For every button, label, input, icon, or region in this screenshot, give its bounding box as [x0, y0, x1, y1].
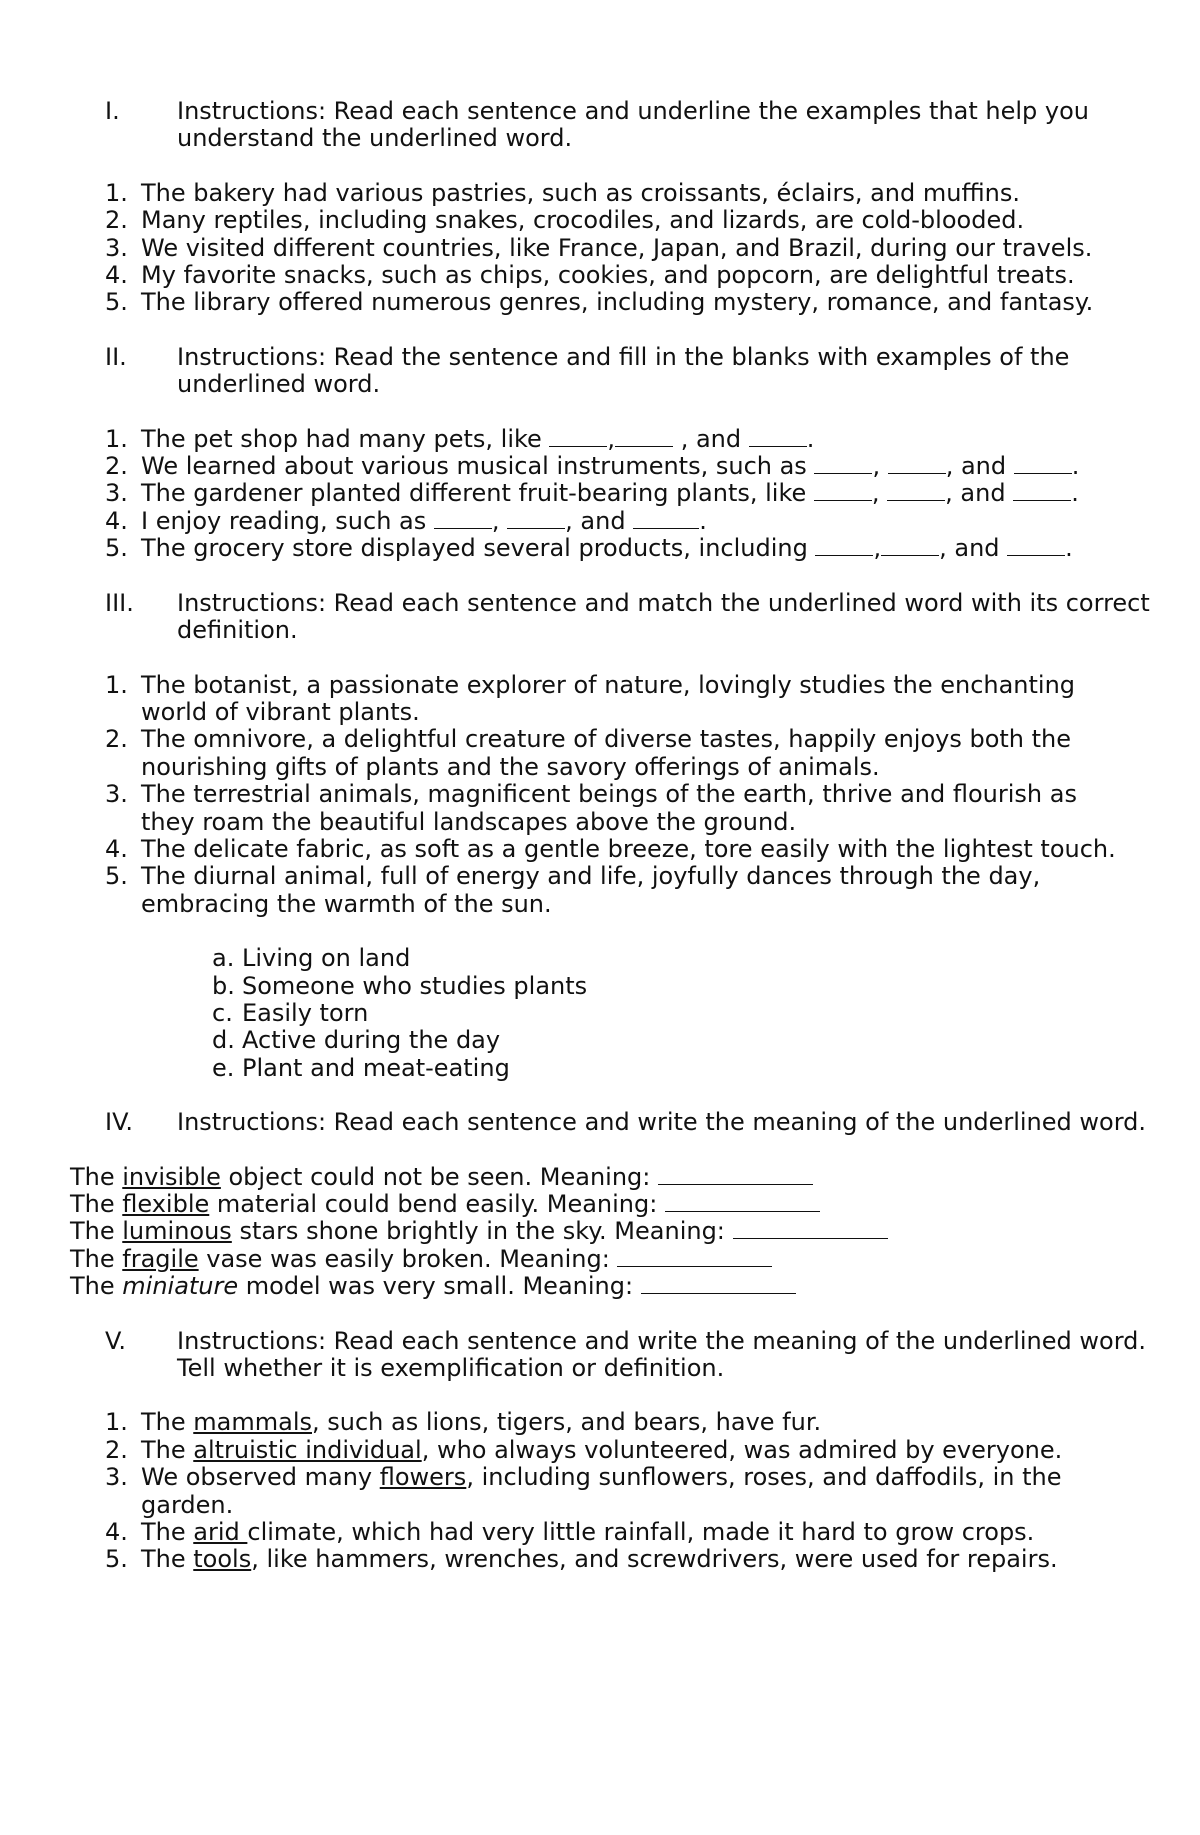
answer-blank[interactable]: [507, 508, 565, 529]
section-1-list: [105, 180, 1135, 317]
list-item: 2. Many reptiles, including snakes, crocodiles, and lizards, are cold-blooded.: [105, 206, 1025, 235]
option-item: b. Someone who studies plants: [212, 971, 588, 1000]
list-item: 4. I enjoy reading, such as , , and .: [105, 506, 707, 535]
list-item: 3. We observed many flowers, including sunflowers, roses, and daffodils, in the garden.: [105, 1463, 1062, 1519]
definition-options: [212, 945, 1200, 1082]
list-item: 5. The tools, like hammers, wrenches, and screwdrivers, were used for repairs.: [105, 1545, 1058, 1574]
section-2-instructions: [105, 344, 1177, 399]
list-item: 3. The terrestrial animals, magnificent beings of the earth, thrive and flourish as they roam the beautiful landscapes above the ground.: [105, 780, 1077, 836]
section-4-sentences: [70, 1164, 1200, 1301]
underlined-word: flexible: [122, 1190, 210, 1218]
list-item: 1. The bakery had various pastries, such as croissants, éclairs, and muffins.: [105, 178, 1021, 207]
section-numeral: IV.: [105, 1108, 134, 1137]
underlined-word: altruistic individual: [193, 1435, 422, 1464]
list-item: 1. The pet shop had many pets, like , , and .: [105, 424, 815, 453]
underlined-word: luminous: [122, 1217, 232, 1246]
section-numeral: II.: [105, 342, 127, 371]
section-3-list: [105, 672, 1135, 919]
section-numeral: V.: [105, 1326, 126, 1355]
answer-blank[interactable]: [749, 426, 807, 447]
instruction-text: Instructions: Read each sentence and write the meaning of the underlined word. Tell whether it is exemplification or definition.: [177, 1326, 1146, 1383]
meaning-blank[interactable]: [617, 1246, 772, 1267]
underlined-word: fragile: [122, 1244, 199, 1273]
answer-blank[interactable]: [615, 426, 673, 447]
meaning-blank[interactable]: [665, 1191, 820, 1212]
list-item: 4. The delicate fabric, as soft as a gentle breeze, tore easily with the lightest touch.: [105, 834, 1116, 863]
list-item: 5. The library offered numerous genres, including mystery, romance, and fantasy.: [105, 288, 1094, 317]
answer-blank[interactable]: [814, 453, 872, 474]
sentence-line: The luminous stars shone brightly in the sky. Meaning:: [70, 1218, 1200, 1245]
list-item: 2. The omnivore, a delightful creature of diverse tastes, happily enjoys both the nourishing gifts of plants and the savory offerings of animals.: [105, 725, 1072, 781]
instruction-text: Instructions: Read each sentence and match the underlined word with its correct definition.: [177, 588, 1150, 645]
list-item: 1. The mammals, such as lions, tigers, and bears, have fur.: [105, 1408, 822, 1437]
section-4-instructions: [105, 1109, 1177, 1136]
section-1-instructions: [105, 98, 1177, 153]
answer-blank[interactable]: [814, 480, 872, 501]
answer-blank[interactable]: [633, 508, 699, 529]
option-item: e. Plant and meat-eating: [212, 1053, 510, 1082]
answer-blank[interactable]: [549, 426, 607, 447]
list-item: 2. We learned about various musical instruments, such as , , and .: [105, 452, 1080, 481]
instruction-text: Instructions: Read each sentence and write the meaning of the underlined word.: [177, 1108, 1146, 1137]
section-numeral: I.: [105, 97, 120, 125]
meaning-blank[interactable]: [641, 1273, 796, 1294]
meaning-blank[interactable]: [733, 1218, 888, 1239]
section-2-list: [105, 426, 1135, 563]
answer-blank[interactable]: [881, 535, 939, 556]
underlined-word: mammals: [193, 1408, 312, 1437]
list-item: 3. We visited different countries, like France, Japan, and Brazil, during our travels.: [105, 233, 1093, 262]
sentence-line: The flexible material could bend easily. Meaning:: [70, 1191, 1200, 1218]
answer-blank[interactable]: [887, 480, 945, 501]
underlined-word: tools: [193, 1545, 252, 1574]
section-5-list: [105, 1409, 1135, 1573]
instruction-text: Instructions: Read the sentence and fill in the blanks with examples of the underlined word.: [177, 342, 1070, 399]
underlined-word: invisible: [122, 1162, 221, 1191]
option-item: a. Living on land: [212, 944, 411, 973]
section-numeral: III.: [105, 588, 134, 617]
list-item: 3. The gardener planted different fruit-bearing plants, like , , and .: [105, 479, 1079, 508]
italic-word: miniature: [122, 1272, 239, 1301]
meaning-blank[interactable]: [658, 1164, 813, 1185]
answer-blank[interactable]: [1014, 453, 1072, 474]
answer-blank[interactable]: [815, 535, 873, 556]
answer-blank[interactable]: [888, 453, 946, 474]
underlined-word: arid: [193, 1518, 248, 1547]
sentence-line: The invisible object could not be seen. Meaning:: [70, 1164, 1200, 1191]
answer-blank[interactable]: [1007, 535, 1065, 556]
list-item: 5. The grocery store displayed several products, including , , and .: [105, 534, 1073, 563]
section-5-instructions: [105, 1328, 1177, 1383]
section-3-instructions: [105, 590, 1177, 645]
option-item: c. Easily torn: [212, 998, 369, 1027]
list-item: 5. The diurnal animal, full of energy and life, joyfully dances through the day, embracing the warmth of the sun.: [105, 862, 1041, 918]
answer-blank[interactable]: [434, 508, 492, 529]
option-item: d. Active during the day: [212, 1026, 501, 1055]
list-item: 4. The arid climate, which had very little rainfall, made it hard to grow crops.: [105, 1518, 1035, 1547]
instruction-text: Instructions: Read each sentence and underline the examples that help you understand the underlined word.: [177, 97, 1089, 153]
sentence-line: The fragile vase was easily broken. Meaning:: [70, 1246, 1200, 1273]
list-item: 1. The botanist, a passionate explorer of nature, lovingly studies the enchanting world of vibrant plants.: [105, 670, 1076, 726]
answer-blank[interactable]: [1013, 480, 1071, 501]
sentence-line: The miniature model was very small. Meaning:: [70, 1273, 1200, 1300]
list-item: 4. My favorite snacks, such as chips, cookies, and popcorn, are delightful treats.: [105, 261, 1075, 290]
list-item: 2. The altruistic individual, who always volunteered, was admired by everyone.: [105, 1435, 1063, 1464]
underlined-word: flowers: [379, 1463, 467, 1492]
